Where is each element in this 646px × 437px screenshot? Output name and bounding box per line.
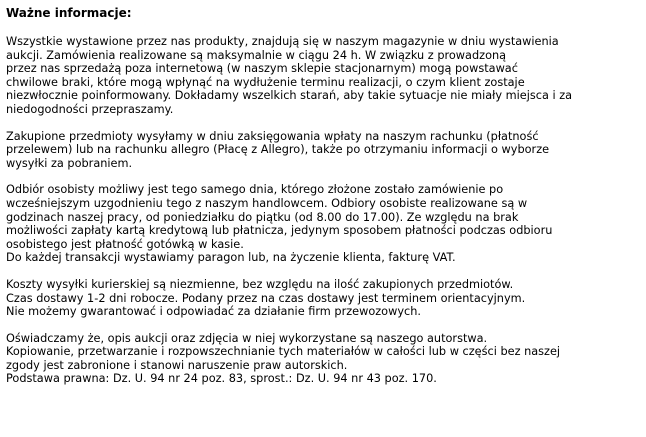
paragraph-availability xyxy=(6,35,642,117)
text-line: niezwłocznie poinformowany. Dokładamy wszelkich starań, aby takie sytuacje nie miały miejsca i za xyxy=(6,89,573,103)
paragraph-shipping xyxy=(6,130,642,171)
paragraph-copyright xyxy=(6,332,642,386)
text-line: zgody jest zabronione i stanowi naruszenie praw autorskich. xyxy=(6,358,348,372)
text-line: przelewem) lub na rachunku allegro (Płacę z Allegro), także po otrzymaniu informacji o wyborze xyxy=(6,143,550,157)
paragraph-delivery-costs xyxy=(6,278,642,319)
text-line: Wszystkie wystawione przez nas produkty, znajdują się w naszym magazynie w dniu wystawienia xyxy=(6,35,559,48)
paragraph-pickup xyxy=(6,183,642,265)
section-heading: Ważne informacje: xyxy=(6,6,132,20)
text-line: Nie możemy gwarantować i odpowiadać za działanie firm przewozowych. xyxy=(6,305,421,319)
text-line: Oświadczamy że, opis aukcji oraz zdjęcia w niej wykorzystane są naszego autorstwa. xyxy=(6,331,488,345)
text-line: Do każdej transakcji wystawiamy paragon lub, na życzenie klienta, fakturę VAT. xyxy=(6,251,456,265)
important-info-document xyxy=(6,6,642,399)
text-line: Podstawa prawna: Dz. U. 94 nr 24 poz. 83, sprost.: Dz. U. 94 nr 43 poz. 170. xyxy=(6,372,437,386)
text-line: Czas dostawy 1-2 dni robocze. Podany przez na czas dostawy jest terminem orientacyjnym. xyxy=(6,291,526,305)
text-line: godzinach naszej pracy, od poniedziałku do piątku (od 8.00 do 17.00). Ze względu na brak xyxy=(6,210,519,224)
text-line: możliwości zapłaty kartą kredytową lub płatnicza, jedynym sposobem płatności podczas odbioru xyxy=(6,224,553,238)
text-line: Koszty wysyłki kurierskiej są niezmienne, bez względu na ilość zakupionych przedmiotów. xyxy=(6,277,514,291)
text-line: Zakupione przedmioty wysyłamy w dniu zaksięgowania wpłaty na naszym rachunku (płatność xyxy=(6,129,539,143)
text-line: aukcji. Zamówienia realizowane są maksymalnie w ciągu 24 h. W związku z prowadzoną xyxy=(6,48,507,62)
text-line: osobistego jest płatność gotówką w kasie. xyxy=(6,237,244,251)
text-line: Odbiór osobisty możliwy jest tego samego dnia, którego złożone zostało zamówienie po xyxy=(6,183,504,197)
text-line: niedogodności przepraszamy. xyxy=(6,102,174,116)
text-line: Kopiowanie, przetwarzanie i rozpowszechnianie tych materiałów w całości lub w części bez naszej xyxy=(6,345,561,359)
text-line: chwilowe braki, które mogą wpłynąć na wydłużenie terminu realizacji, o czym klient zostaje xyxy=(6,75,525,89)
text-line: przez nas sprzedażą poza internetową (w naszym sklepie stacjonarnym) mogą powstawać xyxy=(6,62,518,76)
text-line: wysyłki za pobraniem. xyxy=(6,156,133,170)
text-line: wcześniejszym uzgodnieniu tego z naszym handlowcem. Odbiory osobiste realizowane są w xyxy=(6,196,528,210)
